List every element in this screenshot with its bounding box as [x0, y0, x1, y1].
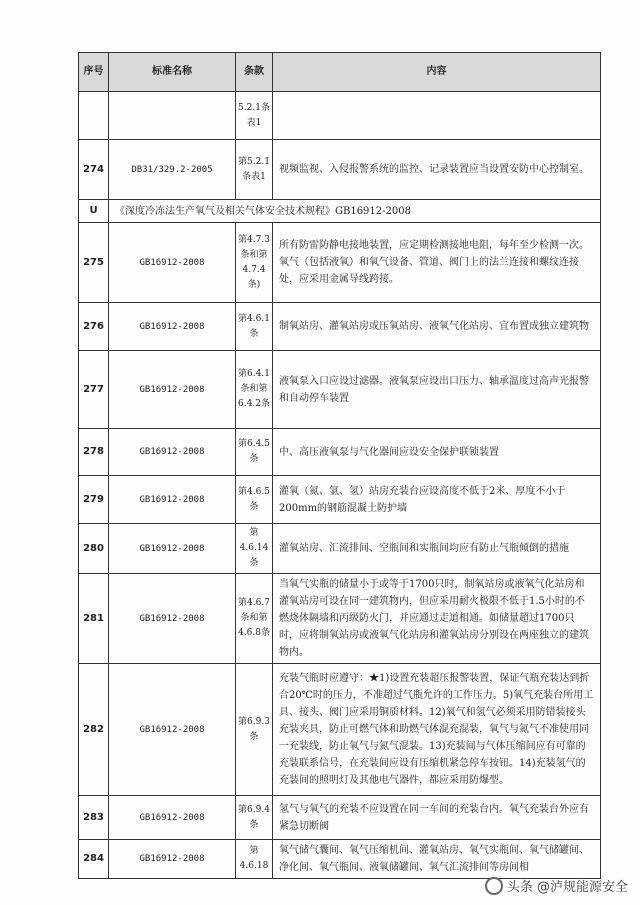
standards-table [78, 52, 601, 879]
row-number: 279 [79, 476, 109, 524]
row-content: 液氧泵入口应设过滤器。液氧泵应设出口压力、轴承温度过高声光报警和自动停车装置 [273, 351, 601, 429]
row-clause: 第4.7.3条和第4.7.4条) [236, 223, 273, 303]
row-number: 277 [79, 351, 109, 429]
row-content: 氢气与氧气的充装不应设置在同一车间的充装台内。氧气充装台外应有紧急切断阀 [273, 796, 601, 840]
row-standard-name: GB16912-2008 [109, 476, 236, 524]
row-content: 氧气储气囊间、氧气压缩机间、灌氧站房、氧气实瓶间、氧气储罐间、净化间、氧气瓶间、液氧储罐间、氧气汇流排间等房间相 [273, 840, 601, 879]
row-clause: 第4.6.5条 [236, 476, 273, 524]
row-standard-name: GB16912-2008 [109, 303, 236, 351]
table-row [79, 303, 601, 351]
row-standard-name: GB16912-2008 [109, 574, 236, 664]
row-clause: 第4.6.18 [236, 840, 273, 879]
row-clause: 第6.4.1条和第6.4.2条 [236, 351, 273, 429]
header-clause: 条款 [236, 53, 273, 92]
table-row [79, 524, 601, 574]
row-content: 中、高压液氧泵与气化器间应设安全保护联锁装置 [273, 429, 601, 476]
row-content: 所有防雷防静电接地装置，应定期检测接地电阻，每年至少检测一次。氧气（包括液氧）和氧气设备、管道、阀门上的法兰连接和螺纹连接处，应采用金属导线跨接。 [273, 223, 601, 303]
row-content: 灌氧（氮、氩、氢）站房充装台应设高度不低于2米、厚度不小于200mm的钢筋混凝土防护墙 [273, 476, 601, 524]
row-number: 284 [79, 840, 109, 879]
table-row [79, 796, 601, 840]
row-standard-name: DB31/329.2-2005 [109, 140, 236, 200]
row-clause: 第6.9.3条 [236, 664, 273, 796]
section-number: U [79, 200, 109, 223]
row-number: 274 [79, 140, 109, 200]
row-standard-name: GB16912-2008 [109, 351, 236, 429]
table-header-row [79, 53, 601, 92]
header-no: 序号 [79, 53, 109, 92]
row-clause: 5.2.1条表1 [236, 92, 273, 140]
row-standard-name: GB16912-2008 [109, 429, 236, 476]
table-row [79, 140, 601, 200]
table-row [79, 840, 601, 879]
row-content: 制氧站房、灌氧站房或压氧站房、液氧气化站房、宜布置成独立建筑物 [273, 303, 601, 351]
row-clause: 第6.4.5条 [236, 429, 273, 476]
table-row [79, 476, 601, 524]
row-clause: 第4.6.1条 [236, 303, 273, 351]
row-number: 275 [79, 223, 109, 303]
row-clause: 第5.2.1条表1 [236, 140, 273, 200]
row-number: 281 [79, 574, 109, 664]
row-standard-name: GB16912-2008 [109, 223, 236, 303]
section-row [79, 200, 601, 223]
row-number: 276 [79, 303, 109, 351]
row-number: 282 [79, 664, 109, 796]
row-content: 灌氧站房、汇流排间、空瓶间和实瓶间均应有防止气瓶倾倒的措施 [273, 524, 601, 574]
header-name: 标准名称 [109, 53, 236, 92]
row-number: 283 [79, 796, 109, 840]
source-watermark [485, 876, 628, 895]
row-number: 280 [79, 524, 109, 574]
table-row [79, 223, 601, 303]
row-content: 当氧气实瓶的储量小于或等于1700只时，制氧站房或液氧气化站房和灌氧站房可设在同一建筑物内，但应采用耐火极限不低于1.5小时的不燃烧体隔墙和丙级防火门，并应通过走道相通。如储量超过1700只时，应将制氧站房或液氧气化站房和灌氧站房分别设在两座独立的建筑物内。 [273, 574, 601, 664]
row-content: 视频监视、入侵报警系统的监控、记录装置应当设置安防中心控制室。 [273, 140, 601, 200]
watermark-text: 头条 @泸规能源安全 [506, 880, 628, 895]
row-standard-name: GB16912-2008 [109, 524, 236, 574]
row-clause: 第4.6.14条 [236, 524, 273, 574]
section-title: 《深度冷冻法生产氧气及相关气体安全技术规程》GB16912-2008 [109, 200, 601, 223]
watermark-logo-icon [485, 877, 503, 895]
row-standard-name: GB16912-2008 [109, 796, 236, 840]
row-content: 充装气瓶时应遵守：★1)设置充装超压报警装置，保证气瓶充装达到折合20℃时的压力，不准超过气瓶允许的工作压力。5)氧气充装台所用工具、接头、阀门应采用铜质材料。12)氧气和氢气必须采用防错装接头充装夹具，防止可燃气体和助燃气体混充混装，氧气与氮气不准使用同一充装线，防止氧气与氮气混装。13)充装间与气体压缩间应有可靠的充装联系信号，在充装间应设有压缩机紧急停车按钮。14)充装氢气的充装间的照明灯及其他电气器件，都应采用防爆型。 [273, 664, 601, 796]
table-row [79, 574, 601, 664]
table-row [79, 92, 601, 140]
header-content: 内容 [273, 53, 601, 92]
table-row [79, 429, 601, 476]
table-row [79, 351, 601, 429]
table-row [79, 664, 601, 796]
row-clause: 第4.6.7条和第4.6.8条 [236, 574, 273, 664]
row-standard-name: GB16912-2008 [109, 840, 236, 879]
row-number: 278 [79, 429, 109, 476]
row-clause: 第6.9.4条 [236, 796, 273, 840]
row-standard-name: GB16912-2008 [109, 664, 236, 796]
